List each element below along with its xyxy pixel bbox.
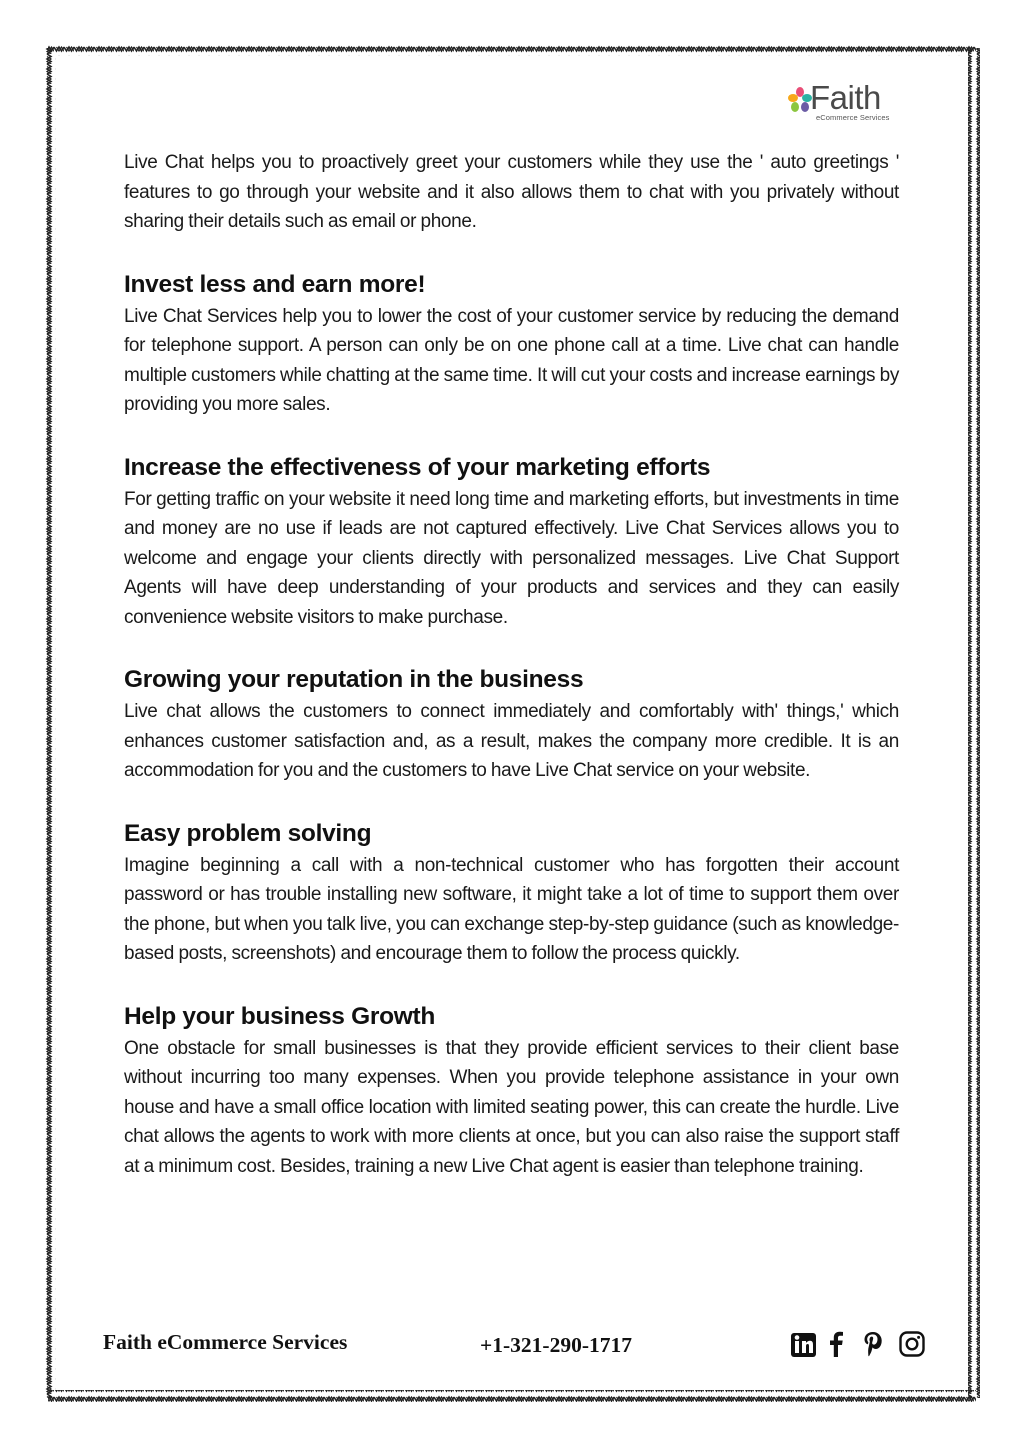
section-heading: Help your business Growth: [124, 1002, 436, 1030]
brand-logo: [788, 79, 904, 128]
section-body: Live chat allows the customers to connect immediately and comfortably with' things,' which enhances customer satisfaction and, as a result, makes the company more credible. It is an accommodation for you and the customers to have Live Chat service on your website.: [124, 701, 899, 781]
facebook-icon[interactable]: [826, 1329, 846, 1359]
section-heading: Easy problem solving: [124, 819, 372, 847]
section-problem-solving: [124, 817, 899, 969]
pinterest-icon[interactable]: [862, 1329, 884, 1359]
section-heading: Growing your reputation in the business: [124, 666, 584, 693]
flower-logo-icon: [788, 86, 812, 116]
document-body: [124, 148, 899, 1181]
section-body: Live Chat Services help you to lower the cost of your customer service by reducing the demand for telephone support. A person can only be on one phone call at a time. Live chat can handle multiple customers while chatting at the same time. It will cut your costs and increase earnings by providing you more sales.: [124, 305, 899, 415]
logo-name: Faith: [810, 79, 881, 116]
section-body: Imagine beginning a call with a non-technical customer who has forgotten their account password or has trouble installing new software, it might take a lot of time to support them over the phone, but when you talk live, you can exchange step-by-step guidance (such as knowledge-based posts, screenshots) and encourage them to follow the process quickly.: [124, 854, 899, 964]
section-body: One obstacle for small businesses is that they provide efficient services to their client base without incurring too many expenses. When you provide telephone assistance in your own house and have a small office location with limited seating power, this can create the hurdle. Live chat allows the agents to work with more clients at once, but you can also raise the support staff at a minimum cost. Besides, training a new Live Chat agent is easier than telephone training.: [124, 1037, 899, 1177]
section-marketing-efforts: [124, 451, 899, 633]
section-reputation: [124, 663, 899, 786]
intro-paragraph: Live Chat helps you to proactively greet your customers while they use the ' auto greetings ' features to go through your website and it also allows them to chat with you privately without sharing their details such as email or phone.: [124, 152, 899, 232]
section-invest-less: [124, 268, 899, 420]
footer-phone-number[interactable]: +1-321-290-1717: [480, 1333, 632, 1357]
footer-company-name: Faith eCommerce Services: [103, 1330, 348, 1354]
section-heading: Invest less and earn more!: [124, 270, 426, 298]
logo-tagline: eCommerce Services: [816, 113, 890, 122]
instagram-icon[interactable]: [898, 1329, 926, 1359]
section-business-growth: [124, 1000, 899, 1182]
section-body: For getting traffic on your website it need long time and marketing efforts, but investments in time and money are no use if leads are not captured effectively. Live Chat Services allows you to welcome and engage your clients directly with personalized messages. Live Chat Support Agents will have deep understanding of your products and services and they can easily convenience website visitors to make purchase.: [124, 488, 899, 628]
section-heading: Increase the effectiveness of your marketing efforts: [124, 453, 711, 481]
linkedin-icon[interactable]: [790, 1329, 818, 1359]
